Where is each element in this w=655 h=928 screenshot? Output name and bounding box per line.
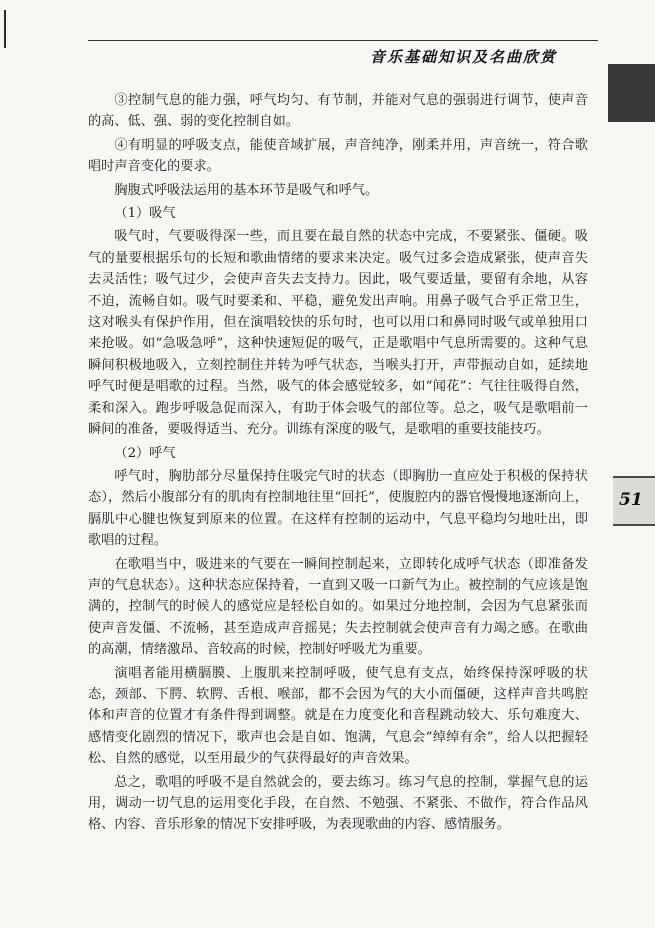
section-heading-exhale: （2）呼气 [114, 445, 176, 461]
page-number-tab [613, 476, 655, 526]
paragraph: ④有明显的呼吸支点，能使音域扩展，声音纯净，刚柔并用，声音统一，符合歌唱时声音变化的要求。 [88, 137, 588, 175]
header-rule [88, 40, 598, 41]
paragraph: 呼气时，胸肋部分尽量保持住吸完气时的状态（即胸肋一直应处于积极的保持状态），然后小腹部分有的肌肉有控制地往里“回托”，使腹腔内的器官慢慢地逐渐向上，膈肌中心腱也恢复到原来的位置。在这样有控制的运动中，气息平稳均匀地吐出，即歌唱的过程。 [88, 468, 588, 549]
running-title: 音乐基础知识及名曲欣赏 [370, 48, 558, 66]
section-heading-inhale: （1）吸气 [114, 206, 176, 222]
paragraph: 胸腹式呼吸法运用的基本环节是吸气和呼气。 [114, 182, 379, 198]
paragraph: 演唱者能用横膈膜、上腹肌来控制呼吸，使气息有支点，始终保持深呼吸的状态，颈部、下腭、软腭、舌根、喉部，都不会因为气的大小而僵硬，这样声音共鸣腔体和声音的位置才有条件得到调整。就是在力度变化和音程跳动较大、乐句难度大、感情变化剧烈的情况下，歌声也会是自如、饱满，气息会“绰绰有余”，给人以把握轻松、自然的感觉，以至用最少的气获得最好的声音效果。 [88, 665, 588, 767]
thumb-tab [608, 64, 655, 122]
paragraph: 在歌唱当中，吸进来的气要在一瞬间控制起来，立即转化成呼气状态（即准备发声的气息状态）。这种状态应保持着，一直到又吸一口新气为止。被控制的气应该是饱满的，控制气的时候人的感觉应是轻松自如的。如果过分地控制，会因为气息紧张而使声音发僵、不流畅，甚至造成声音摇晃；失去控制就会使声音有力竭之感。在歌曲的高潮，情绪激昂、音较高的时候，控制好呼吸尤为重要。 [88, 556, 588, 658]
paragraph: 总之，歌唱的呼吸不是自然就会的，要去练习。练习气息的控制，掌握气息的运用，调动一切气息的运用变化手段，在自然、不勉强、不紧张、不做作，符合作品风格、内容、音乐形象的情况下安排呼吸，为表现歌曲的内容、感情服务。 [88, 774, 588, 833]
margin-rule [4, 10, 6, 48]
page-number: 51 [619, 490, 643, 510]
paragraph: ③控制气息的能力强，呼气均匀、有节制，并能对气息的强弱进行调节，使声音的高、低、强、弱的变化控制自如。 [88, 93, 588, 130]
body-text [88, 90, 588, 838]
paragraph: 吸气时，气要吸得深一些，而且要在最自然的状态中完成，不要紧张、僵硬。吸气的量要根据乐句的长短和歌曲情绪的要求来决定。吸气过多会造成紧张，使声音失去灵活性；吸气过少，会使声音失去支持力。因此，吸气要适量，要留有余地，从容不迫，流畅自如。吸气时要柔和、平稳，避免发出声响。用鼻子吸气合乎正常卫生，这对喉头有保护作用，但在演唱较快的乐句时，也可以用口和鼻同时吸气或单独用口来抢吸。如“急吸急呼”，这种快速短促的吸气，正是歌唱中气息所需要的。这种气息瞬间积极地吸入，立刻控制住并转为呼气状态，当喉头打开，声带振动自如，延续地呼气时便是唱歌的过程。当然，吸气的体会感觉较多，如“闻花”：气往往吸得自然，柔和深入。跑步呼吸急促而深入，有助于体会吸气的部位等。总之，吸气是歌唱前一瞬间的准备，要吸得适当、充分。训练有深度的吸气，是歌唱的重要技能技巧。 [88, 229, 588, 438]
